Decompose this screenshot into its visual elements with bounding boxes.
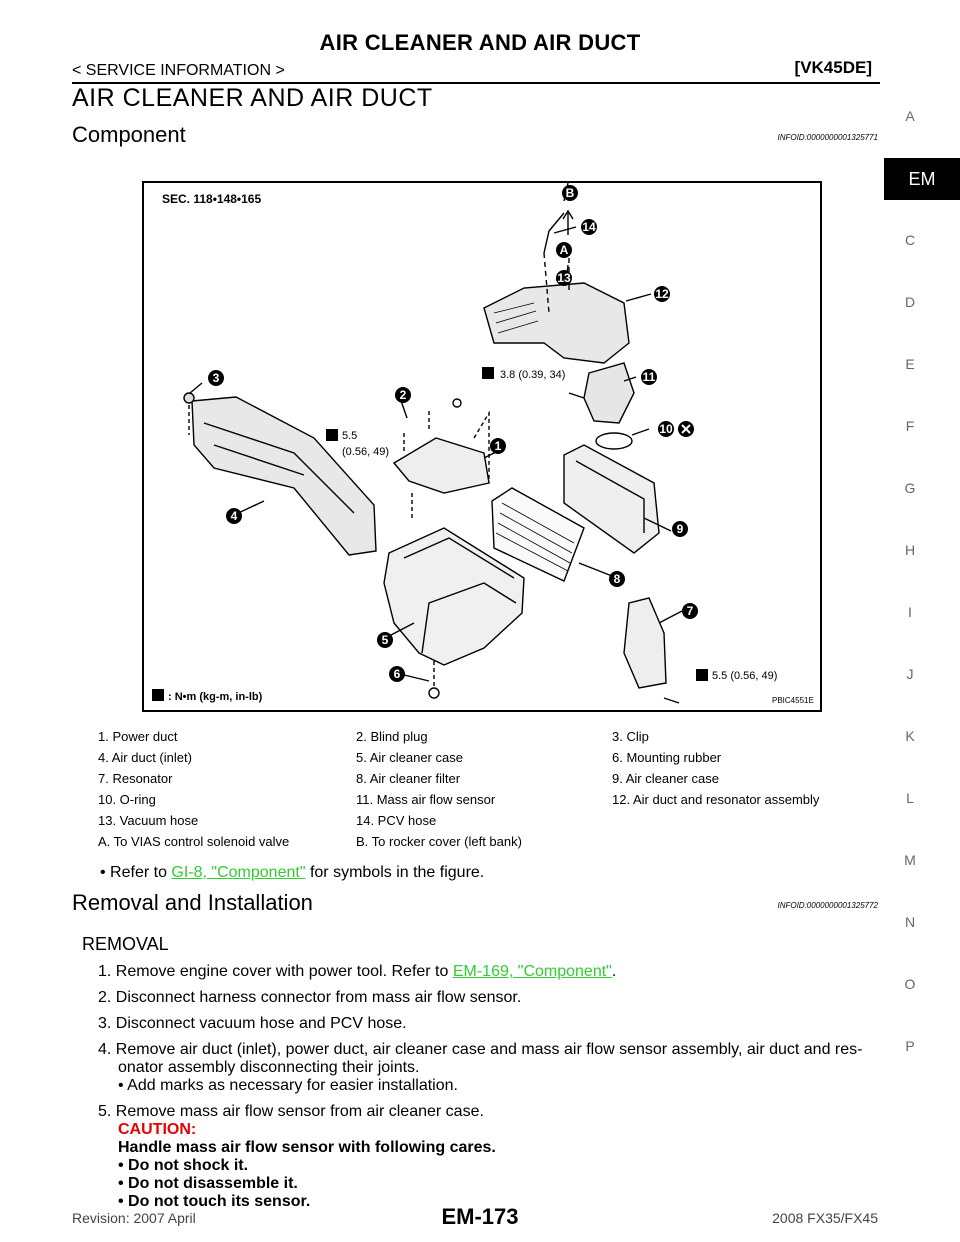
component-heading: Component — [72, 122, 186, 147]
do-not-reuse-icon — [678, 421, 694, 437]
exploded-diagram — [144, 183, 820, 710]
caution-item: • Do not touch its sensor. — [118, 1193, 311, 1210]
torque-label-1: 3.8 (0.39, 34) — [500, 369, 566, 381]
callout-8 — [609, 571, 625, 587]
torque-icon — [482, 367, 494, 379]
callout-7 — [682, 603, 698, 619]
running-header-title: AIR CLEANER AND AIR DUCT — [319, 30, 641, 55]
svg-text:3: 3 — [212, 371, 220, 385]
torque-icon — [696, 669, 708, 681]
section-label: < SERVICE INFORMATION > — [72, 62, 285, 79]
sidebar-letter[interactable]: C — [904, 232, 916, 248]
sidebar-letter[interactable]: I — [908, 604, 912, 620]
footer-page-number: EM-173 — [441, 1204, 519, 1229]
callout-2 — [395, 387, 411, 403]
table-row: 13. Vacuum hose 14. PCV hose — [98, 813, 437, 828]
svg-text:4: 4 — [230, 509, 238, 523]
removal-infoid: INFOID:0000000001325772 — [777, 901, 878, 910]
symbols-note: • Refer to GI-8, "Component" for symbols in the figure. — [100, 864, 485, 881]
torque-label-2a: 5.5 — [342, 430, 358, 442]
svg-text:13: 13 — [557, 271, 571, 285]
legend-torque-icon — [152, 689, 164, 701]
step-4: 4. Remove air duct (inlet), power duct, air cleaner case and mass air flow sensor assembly, air duct and res- — [98, 1041, 863, 1058]
callout-13 — [556, 270, 572, 286]
svg-text:9: 9 — [676, 522, 684, 536]
callout-4 — [226, 508, 242, 524]
component-figure — [142, 181, 822, 712]
callout-12 — [654, 286, 670, 302]
svg-text:A: A — [559, 243, 569, 257]
power-duct-shape — [394, 438, 489, 493]
table-row: 4. Air duct (inlet) 5. Air cleaner case 6. Mounting rubber — [98, 750, 722, 765]
sidebar-tab-em[interactable]: EM — [884, 158, 960, 200]
step-4-cont: onator assembly disconnecting their joints. — [118, 1059, 420, 1076]
gi-8-component-link[interactable]: GI-8, "Component" — [171, 864, 306, 881]
step-4-sub: • Add marks as necessary for easier installation. — [118, 1077, 458, 1094]
svg-text:6: 6 — [393, 667, 401, 681]
torque-label-2b: (0.56, 49) — [342, 446, 390, 458]
sidebar-letter[interactable]: G — [904, 480, 916, 496]
sidebar-letter[interactable]: F — [905, 418, 915, 434]
figure-legend: : N•m (kg-m, in-lb) — [168, 691, 263, 703]
step-5: 5. Remove mass air flow sensor from air cleaner case. — [98, 1103, 484, 1120]
callout-14 — [581, 219, 597, 235]
step-3: 3. Disconnect vacuum hose and PCV hose. — [98, 1015, 407, 1032]
parts-legend-table — [98, 726, 858, 852]
page-title: AIR CLEANER AND AIR DUCT — [72, 84, 433, 112]
svg-text:7: 7 — [686, 604, 694, 618]
callout-10 — [658, 421, 674, 437]
footer-revision: Revision: 2007 April — [72, 1210, 196, 1226]
sidebar-letter[interactable]: J — [906, 666, 914, 682]
air-duct-inlet-shape — [192, 397, 376, 555]
svg-text:B: B — [565, 186, 575, 200]
table-row: 1. Power duct 2. Blind plug 3. Clip — [98, 729, 649, 744]
sidebar-letter[interactable]: M — [904, 852, 916, 868]
table-row: 7. Resonator 8. Air cleaner filter 9. Air cleaner case — [98, 771, 719, 786]
sidebar-letter[interactable]: H — [904, 542, 916, 558]
figure-ref-code: PBIC4551E — [772, 696, 814, 705]
svg-text:12: 12 — [655, 287, 669, 301]
svg-text:8: 8 — [613, 572, 621, 586]
component-infoid: INFOID:0000000001325771 — [777, 133, 878, 142]
o-ring-shape — [596, 433, 632, 449]
model-code: [VK45DE] — [794, 58, 872, 77]
table-row: A. To VIAS control solenoid valve B. To rocker cover (left bank) — [98, 834, 522, 849]
caution-item: • Do not shock it. — [118, 1157, 249, 1174]
callout-b — [562, 185, 578, 201]
svg-text:11: 11 — [642, 370, 656, 384]
air-duct-resonator-shape — [484, 283, 629, 363]
caution-label: CAUTION: — [118, 1121, 197, 1138]
maf-sensor-shape — [584, 363, 634, 423]
svg-text:5: 5 — [381, 633, 389, 647]
sidebar-letter[interactable]: L — [906, 790, 914, 806]
callout-5 — [377, 632, 393, 648]
callout-3 — [208, 370, 224, 386]
caution-text: Handle mass air flow sensor with following cares. — [118, 1139, 496, 1156]
resonator-shape — [624, 598, 666, 688]
removal-heading: Removal and Installation — [72, 890, 313, 915]
callout-a — [556, 242, 572, 258]
callout-9 — [672, 521, 688, 537]
callout-11 — [641, 369, 657, 385]
sidebar-letter[interactable]: A — [905, 108, 915, 124]
svg-text:2: 2 — [399, 388, 407, 402]
svg-text:10: 10 — [659, 422, 673, 436]
em-169-component-link[interactable]: EM-169, "Component" — [452, 963, 612, 980]
figure-section-label: SEC. 118•148•165 — [162, 192, 262, 206]
caution-item: • Do not disassemble it. — [118, 1175, 298, 1192]
sidebar-letter[interactable]: P — [905, 1038, 915, 1054]
table-row: 10. O-ring 11. Mass air flow sensor 12. Air duct and resonator assembly — [98, 792, 820, 807]
svg-text:1: 1 — [494, 439, 502, 453]
torque-label-3: 5.5 (0.56, 49) — [712, 670, 778, 682]
sidebar-letter[interactable]: K — [905, 728, 915, 744]
sidebar-letter[interactable]: O — [904, 976, 916, 992]
footer-model: 2008 FX35/FX45 — [772, 1210, 878, 1226]
removal-subheading: REMOVAL — [82, 934, 169, 954]
step-2: 2. Disconnect harness connector from mass air flow sensor. — [98, 989, 522, 1006]
sidebar-letter[interactable]: E — [905, 356, 915, 372]
callout-6 — [389, 666, 405, 682]
step-1: 1. Remove engine cover with power tool. Refer to EM-169, "Component". — [98, 963, 617, 980]
svg-text:14: 14 — [582, 220, 596, 234]
sidebar-letter[interactable]: D — [904, 294, 916, 310]
callout-1 — [490, 438, 506, 454]
sidebar-letter[interactable]: N — [904, 914, 916, 930]
torque-icon — [326, 429, 338, 441]
